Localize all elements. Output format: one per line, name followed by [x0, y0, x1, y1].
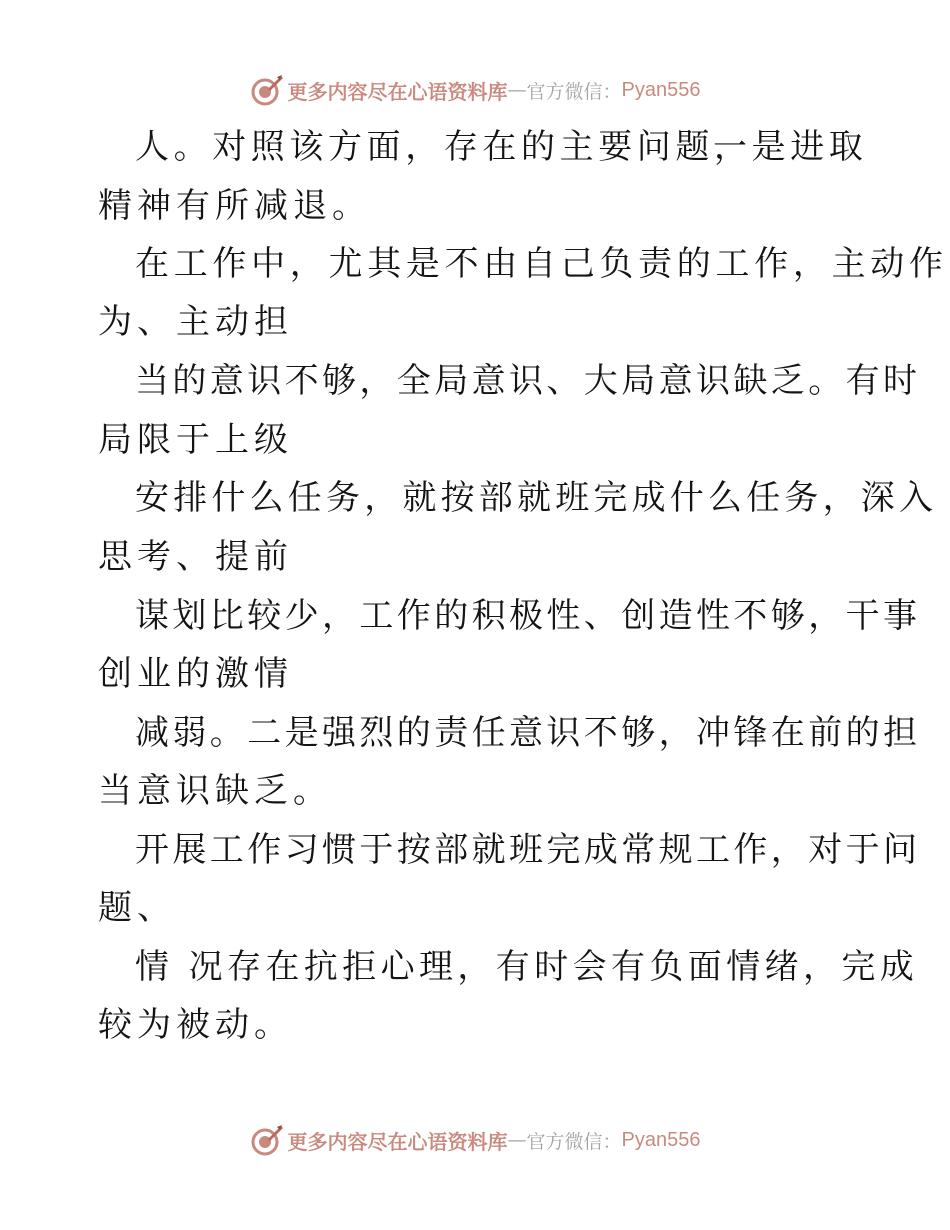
- body-line-15: 情 况存在抗拒心理，有时会有负面情绪，完成: [135, 947, 919, 987]
- body-line-1-tail: 一是进取: [713, 127, 868, 167]
- header-banner-dash: —: [507, 79, 527, 101]
- body-line-11: 减弱。二是强烈的责任意识不够，冲锋在前的担: [135, 713, 921, 753]
- body-line-9: 谋划比较少，工作的积极性、创造性不够，干事: [135, 596, 921, 636]
- body-line-1: 人。对照该方面，存在的主要问题，: [135, 127, 753, 167]
- body-line-7: 安排什么任务，就按部就班完成什么任务，深入: [135, 478, 938, 518]
- body-line-8: 思考、提前: [98, 537, 293, 577]
- footer-official-label: 官方微信：: [526, 1130, 622, 1153]
- footer-banner-dash: —: [507, 1129, 527, 1151]
- pen-nib-logo-icon: [250, 73, 284, 107]
- header-official-label: 官方微信：: [526, 80, 622, 103]
- footer-wechat-id: Pyan556: [621, 1128, 701, 1151]
- body-line-13: 开展工作习惯于按部就班完成常规工作，对于问: [135, 830, 921, 870]
- header-banner: [0, 70, 950, 110]
- body-line-4: 为、主动担: [98, 302, 293, 342]
- footer-banner: [0, 1120, 950, 1160]
- pen-nib-logo-icon: [250, 1123, 284, 1157]
- body-line-5: 当的意识不够，全局意识、大局意识缺乏。有时: [135, 361, 921, 401]
- body-line-14: 题、: [98, 888, 176, 928]
- body-line-3: 在工作中，尤其是不由自己负责的工作，主动作: [135, 244, 948, 284]
- body-line-16: 较为被动。: [98, 1005, 293, 1045]
- body-line-2: 精神有所减退。: [98, 186, 371, 226]
- footer-banner-text: 更多内容尽在心语资料库: [287, 1129, 508, 1154]
- header-wechat-id: Pyan556: [621, 78, 701, 101]
- body-line-12: 当意识缺乏。: [98, 771, 332, 811]
- header-banner-text: 更多内容尽在心语资料库: [287, 79, 508, 104]
- body-line-6: 局限于上级: [98, 420, 293, 460]
- body-line-10: 创业的激情: [98, 654, 293, 694]
